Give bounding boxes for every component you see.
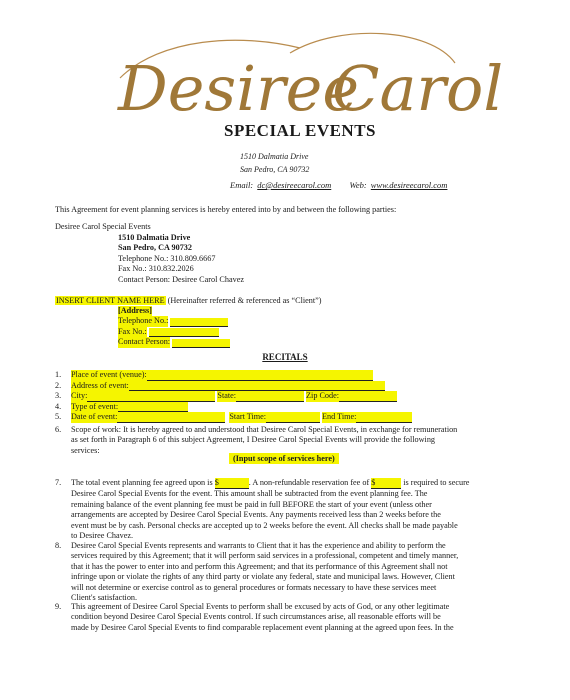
client-phone-label: Telephone No.: [118,316,169,326]
provider-fax: Fax No.: 310.832.2026 [118,264,194,274]
city-field[interactable]: City: [71,391,215,402]
recital-item-location: 3. City: State: Zip Code: [55,391,412,402]
recitals-heading: RECITALS [262,352,308,362]
desiree-carol-logo [100,18,504,128]
document-page: Desiree Carol SPECIAL EVENTS 1510 Dalmatia Drive San Pedro, CA 90732 Email: dc@desireecarol.com Web: www.desireecarol.com This Agreement for event planning services is hereby entered into by and between the following parties: Desiree Carol Special Events 1510 Dalmatia Drive San Pedro, CA 90732 Telephone No.: 310.809.6667 Fax No.: 310.832.2026 Contact Person: Desiree Carol Chavez INSERT CLIENT NAME HERE (Hereinafter referred & referenced as “Client”) [Address] Telephone No.: Fax No.: Contact Person: RECITALS 1. Place of event (venue): 2. Address of event: 3. City: State: Zip Code: 4. Type of event: 5. Date of event: Start Time: End Time: 6. Scope of work: It is hereby agreed to and understood that Desiree Carol Special Events, in exchange for remuneration as set forth in Paragraph 6 of this subject Agreement, I Desiree Carol Special Events will provide the following services: (Input scope of services here) 7. The total event planning fee agreed upon is $ . A non-refundable reservation fee of $ is required to secure Desiree Carol Special Events for the event. This amount shall be subtracted from the event planning fee. The remaining balance of the event planning fee must be paid in full BEFORE the start of your event (unless other arrangements are accepted by Desiree Carol Special Events. Any payments received less than 2 weeks before the event must be by cash. Personal checks are accepted up to 2 weeks before the event. All checks shall be made payable to Desiree Chavez. 8. Desiree Carol Special Events represents and warrants to Client that it has the experience and ability to perform the services required by this Agreement; that it will perform said services in a professional, competent and timely manner, that it has the power to enter into and perform this Agreement; and that its performance of this Agreement shall not infringe upon or violate the rights of any third party or violate any federal, state and municipal laws. However, Client will not determine or exercise control as to general procedures or formats necessary to have these services meet Client's satisfaction. 9. This agreement of Desiree Carol Special Events to perform shall be excused by acts of God, or any other legitimate condition beyond Desiree Carol Special Events control. If such circumstances arise, all reasonable efforts will be made by Desiree Carol Special Events to find comparable replacement event planning at the agreed upon fees. In the [0,0,570,700]
client-name-note: (Hereinafter referred & referenced as “Client”) [167,296,322,305]
web-link[interactable]: www.desireecarol.com [370,180,448,190]
total-fee-field[interactable]: $ [215,478,249,489]
provider-details [118,233,244,285]
header-contact-line [230,180,447,190]
header-address-line1: 1510 Dalmatia Drive [240,152,309,161]
web-label: Web: [349,180,367,190]
venue-field[interactable]: Place of event (venue): [71,370,373,381]
zip-field[interactable]: Zip Code: [306,391,397,402]
provider-phone: Telephone No.: 310.809.6667 [118,253,216,263]
client-phone-field[interactable] [170,318,228,327]
client-contact-label: Contact Person: [118,337,171,347]
recital-item-type: 4. Type of event: [55,402,412,413]
division-title: SPECIAL EVENTS [223,121,377,140]
client-name-line [55,296,322,305]
start-time-field[interactable]: Start Time: [229,412,320,423]
header-address-line2: San Pedro, CA 90732 [240,165,310,174]
recital-item-address: 2. Address of event: [55,381,412,392]
event-type-field[interactable]: Type of event: [71,402,188,413]
provider-contact: Contact Person: Desiree Carol Chavez [118,274,244,284]
intro-sentence: This Agreement for event planning services is hereby entered into by and between the following parties: [55,205,397,214]
event-date-field[interactable]: Date of event: [71,412,225,423]
client-details [118,306,230,348]
recital-item-venue: 1. Place of event (venue): [55,370,412,381]
event-address-field[interactable]: Address of event: [71,381,385,392]
recital-item-date: 5. Date of event: Start Time: End Time: [55,412,412,423]
email-link[interactable]: dc@desireecarol.com [257,180,332,190]
reservation-fee-field[interactable]: $ [371,478,401,489]
logo-first-name: Desiree [118,52,360,125]
scope-of-services-field[interactable]: (Input scope of services here) [229,453,339,464]
email-label: Email: [230,180,254,190]
client-address-field[interactable]: [Address] [118,306,152,315]
provider-name: Desiree Carol Special Events [55,222,151,231]
client-fax-label: Fax No.: [118,326,147,336]
client-fax-field[interactable] [149,328,219,337]
client-contact-field[interactable] [172,339,230,348]
logo-last-name: Carol [332,52,504,125]
provider-street: 1510 Dalmatia Drive [118,233,191,242]
recitals-list [55,370,412,423]
end-time-field[interactable]: End Time: [322,412,412,423]
provider-city: San Pedro, CA 90732 [118,243,192,253]
state-field[interactable]: State: [217,391,304,402]
client-name-field[interactable]: INSERT CLIENT NAME HERE [56,296,165,305]
